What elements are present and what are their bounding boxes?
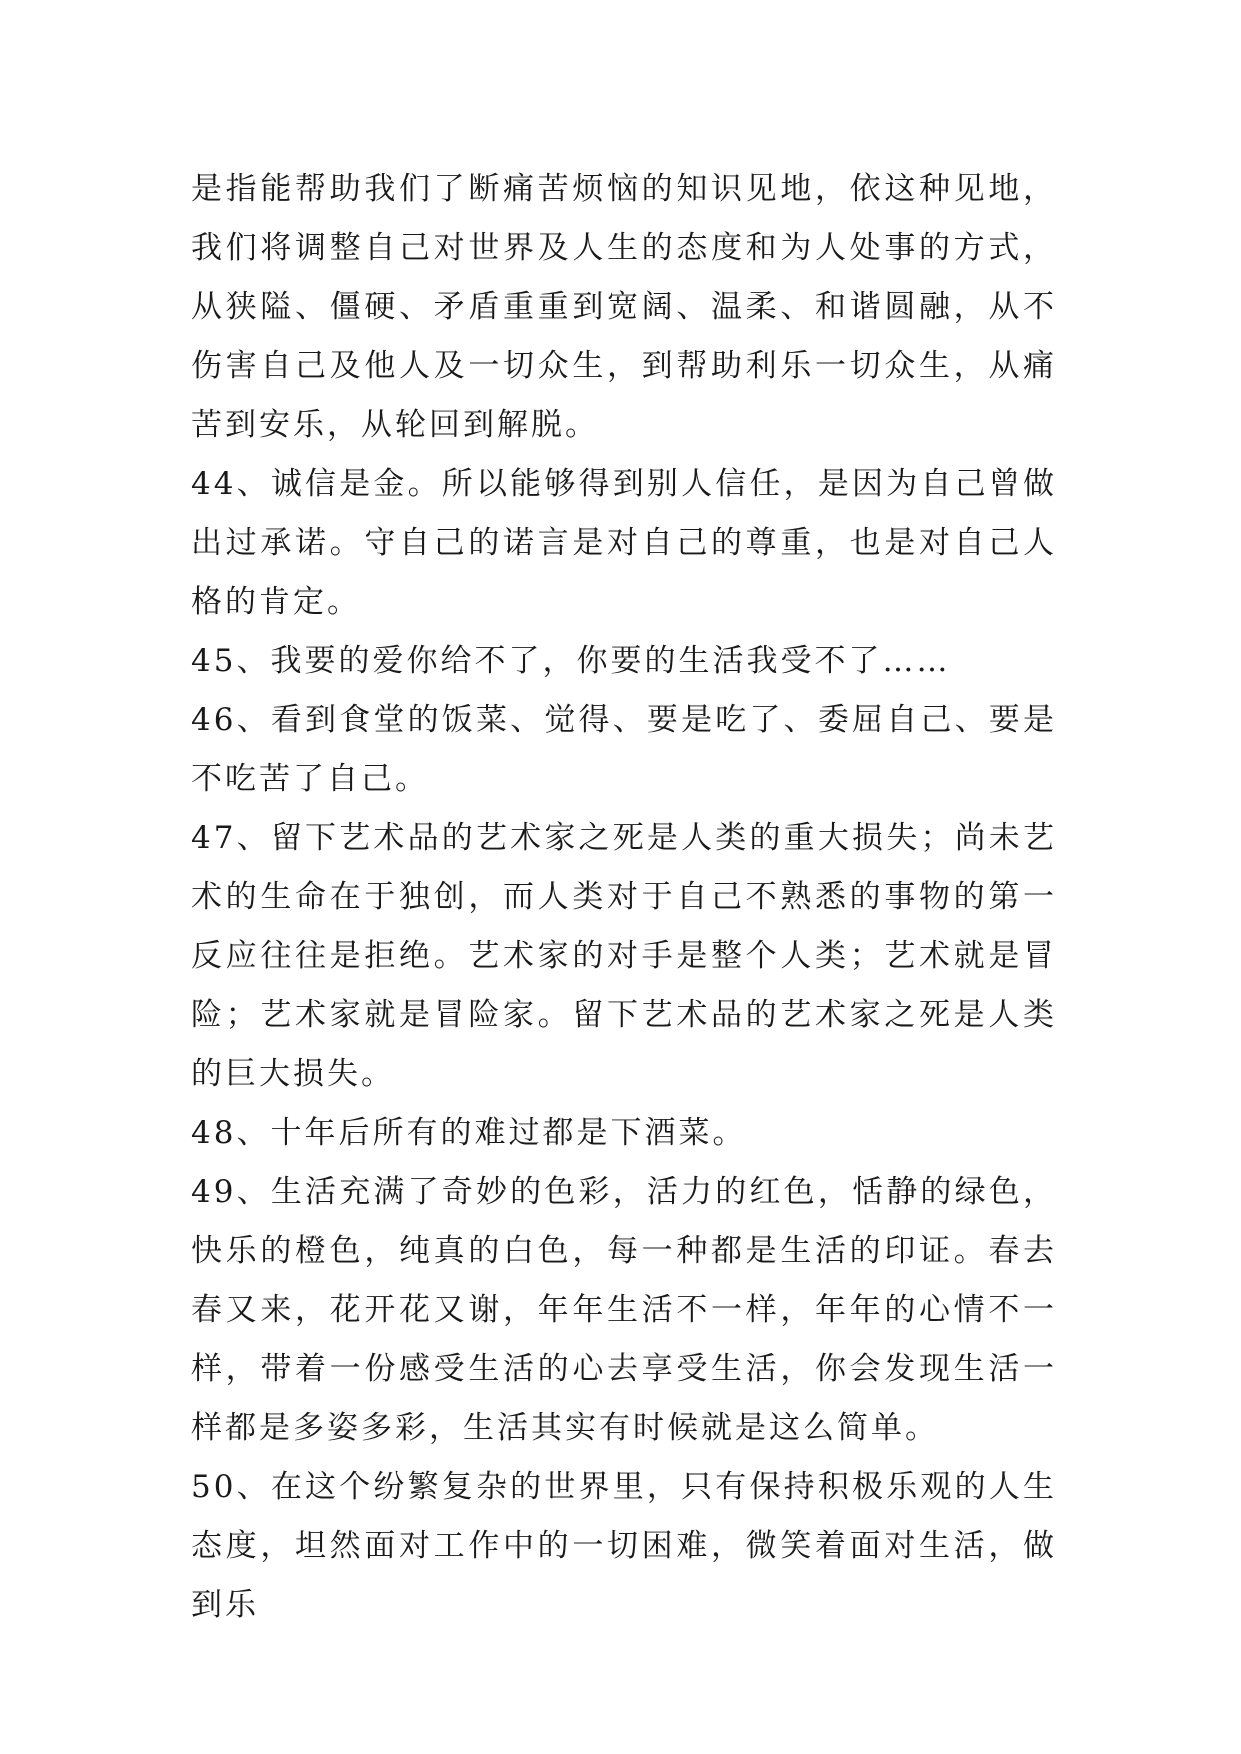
- paragraph-item-46: 46、看到食堂的饭菜、觉得、要是吃了、委屈自己、要是不吃苦了自己。: [191, 702, 1057, 797]
- paragraph-item-49: 49、生活充满了奇妙的色彩，活力的红色，恬静的绿色，快乐的橙色，纯真的白色，每一种都是生活的印证。春去春又来，花开花又谢，年年生活不一样，年年的心情不一样，带着一份感受生活的心去享受生活，你会发现生活一样都是多姿多彩，生活其实有时候就是这么简单。: [191, 1174, 1057, 1446]
- paragraph-item-47: 47、留下艺术品的艺术家之死是人类的重大损失；尚未艺术的生命在于独创，而人类对于自己不熟悉的事物的第一反应往往是拒绝。艺术家的对手是整个人类；艺术就是冒险；艺术家就是冒险家。留下艺术品的艺术家之死是人类的巨大损失。: [191, 820, 1057, 1092]
- paragraph-item-44: 44、诚信是金。所以能够得到别人信任，是因为自己曾做出过承诺。守自己的诺言是对自己的尊重，也是对自己人格的肯定。: [191, 466, 1057, 620]
- paragraph-item-45: 45、我要的爱你给不了，你要的生活我受不了……: [191, 643, 951, 679]
- paragraph-item-50: 50、在这个纷繁复杂的世界里，只有保持积极乐观的人生态度，坦然面对工作中的一切困难，微笑着面对生活，做到乐: [191, 1469, 1057, 1623]
- document-body: [191, 160, 1057, 1635]
- paragraph-continuation: 是指能帮助我们了断痛苦烦恼的知识见地，依这种见地，我们将调整自己对世界及人生的态度和为人处事的方式，从狭隘、僵硬、矛盾重重到宽阔、温柔、和谐圆融，从不伤害自己及他人及一切众生，到帮助利乐一切众生，从痛苦到安乐，从轮回到解脱。: [191, 171, 1057, 443]
- paragraph-item-48: 48、十年后所有的难过都是下酒菜。: [191, 1115, 747, 1151]
